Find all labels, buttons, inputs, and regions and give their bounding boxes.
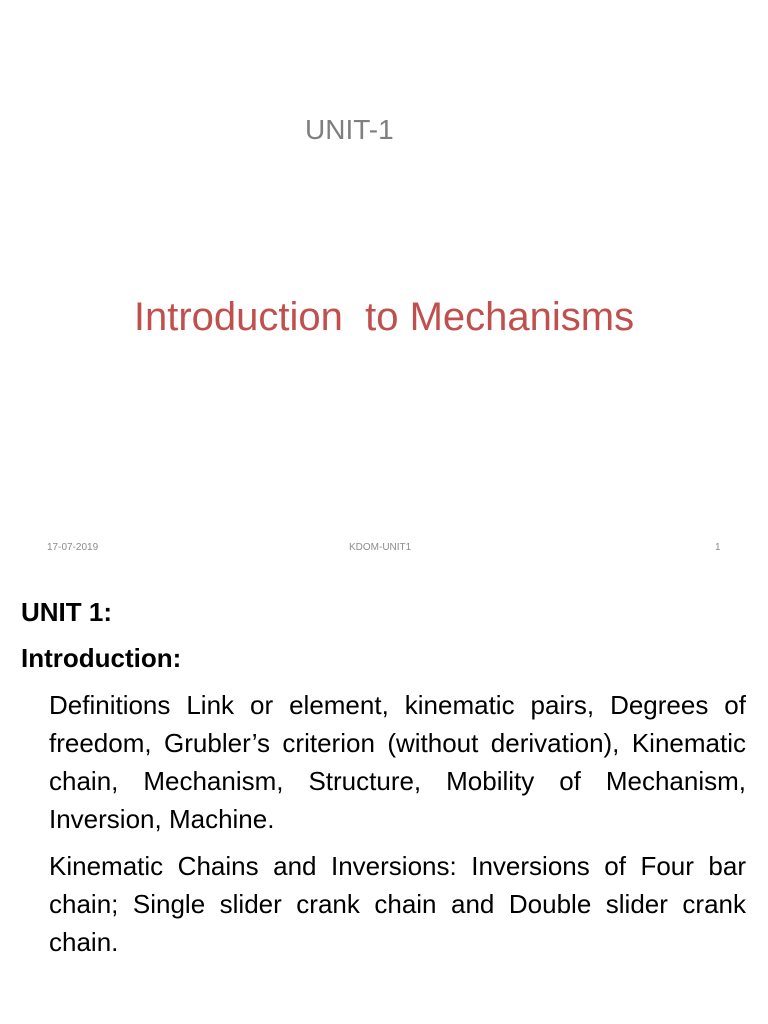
footer-page-number: 1 bbox=[715, 542, 721, 553]
syllabus-paragraph-definitions: Definitions Link or element, kinematic pairs, Degrees of freedom, Grubler’s criterion (without derivation), Kinematic chain, Mechanism, Structure, Mobility of Mechanism, Inversion, Machine. bbox=[49, 690, 746, 834]
unit-label: UNIT-1 bbox=[305, 114, 394, 145]
footer-course-code: KDOM-UNIT1 bbox=[349, 542, 412, 553]
unit-heading: UNIT 1: bbox=[21, 597, 112, 627]
footer-date: 17-07-2019 bbox=[47, 542, 99, 553]
slide-title: Introduction to Mechanisms bbox=[133, 295, 635, 339]
slide-2 bbox=[0, 576, 768, 1024]
introduction-heading: Introduction: bbox=[21, 643, 182, 673]
syllabus-paragraph-inversions: Kinematic Chains and Inversions: Inversions of Four bar chain; Single slider crank chain and Double slider crank chain. bbox=[49, 851, 746, 957]
